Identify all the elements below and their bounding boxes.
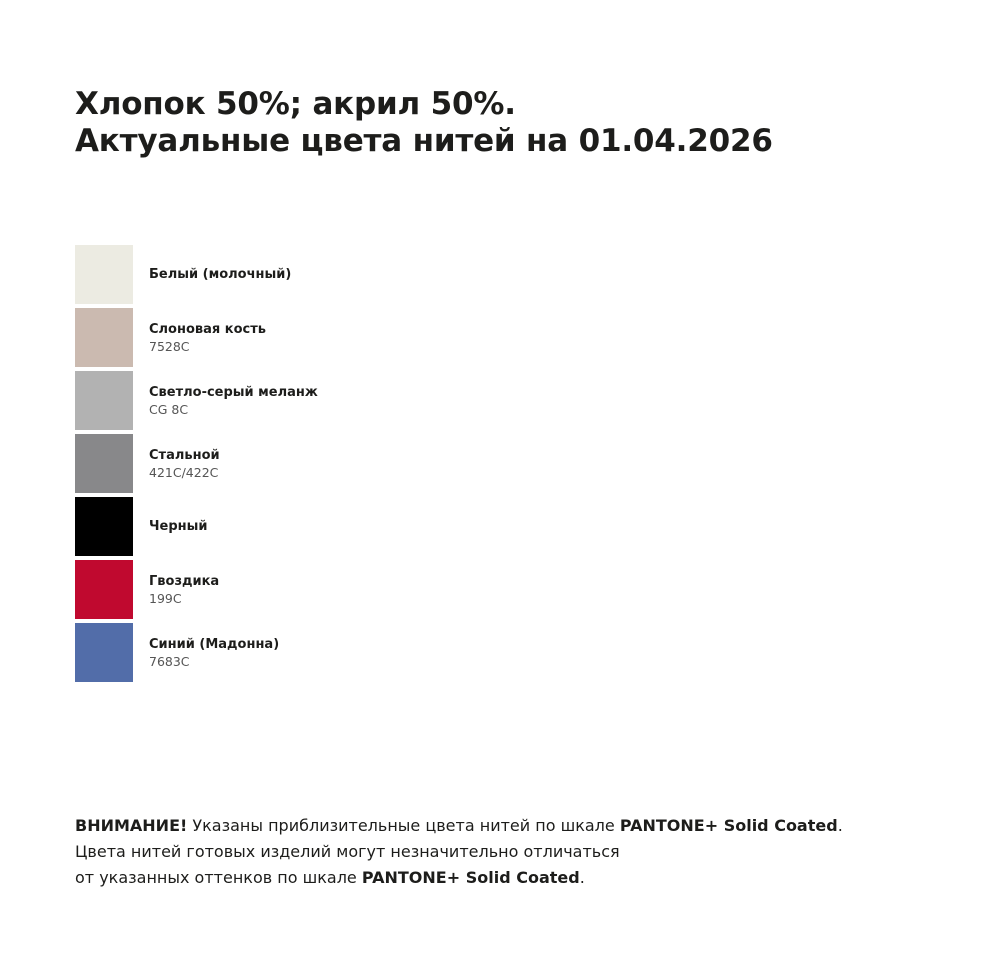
title-line-composition: Хлопок 50%; акрил 50%. (75, 86, 516, 122)
pantone-code: 199C (149, 590, 182, 606)
swatch-item (75, 560, 318, 619)
swatch-item (75, 371, 318, 430)
swatch-item (75, 623, 318, 682)
page-title (75, 86, 773, 160)
swatch-name: Черный (149, 519, 208, 534)
swatch-name: Светло-серый меланж (149, 384, 318, 400)
color-chip (75, 308, 133, 367)
notice-text: от указанных оттенков по шкале (75, 868, 362, 887)
pantone-notice (75, 813, 843, 891)
swatch-item (75, 497, 318, 556)
swatch-name: Стальной (149, 447, 220, 463)
notice-line-1: ВНИМАНИЕ! Указаны приблизительные цвета нитей по шкале PANTONE+ Solid Coated. (75, 816, 843, 835)
swatch-name: Гвоздика (149, 573, 220, 589)
pantone-scale-name: PANTONE+ Solid Coated (361, 868, 580, 887)
notice-line-2: Цвета нитей готовых изделий могут незначительно отличаться (75, 842, 620, 861)
warning-label: ВНИМАНИЕ! (75, 816, 188, 835)
color-chip (75, 623, 133, 682)
pantone-code: 421C/422C (149, 464, 219, 480)
color-swatch-list (75, 245, 318, 686)
notice-line-3: от указанных оттенков по шкале PANTONE+ Solid Coated. (75, 868, 585, 887)
swatch-name: Белый (молочный) (149, 267, 292, 282)
swatch-name: Синий (Мадонна) (149, 636, 280, 652)
pantone-code: 7528C (149, 338, 190, 354)
swatch-item (75, 245, 318, 304)
pantone-code: 7683C (149, 653, 190, 669)
pantone-code: CG 8C (149, 401, 189, 417)
color-chip (75, 245, 133, 304)
swatch-item (75, 434, 318, 493)
notice-text: Указаны приблизительные цвета нитей по шкале (187, 816, 620, 835)
swatch-name: Слоновая кость (149, 321, 266, 337)
color-chip (75, 560, 133, 619)
swatch-item (75, 308, 318, 367)
color-chip (75, 371, 133, 430)
color-chip (75, 434, 133, 493)
pantone-scale-name: PANTONE+ Solid Coated (619, 816, 838, 835)
title-line-date: Актуальные цвета нитей на 01.04.2026 (75, 123, 773, 159)
color-chip (75, 497, 133, 556)
